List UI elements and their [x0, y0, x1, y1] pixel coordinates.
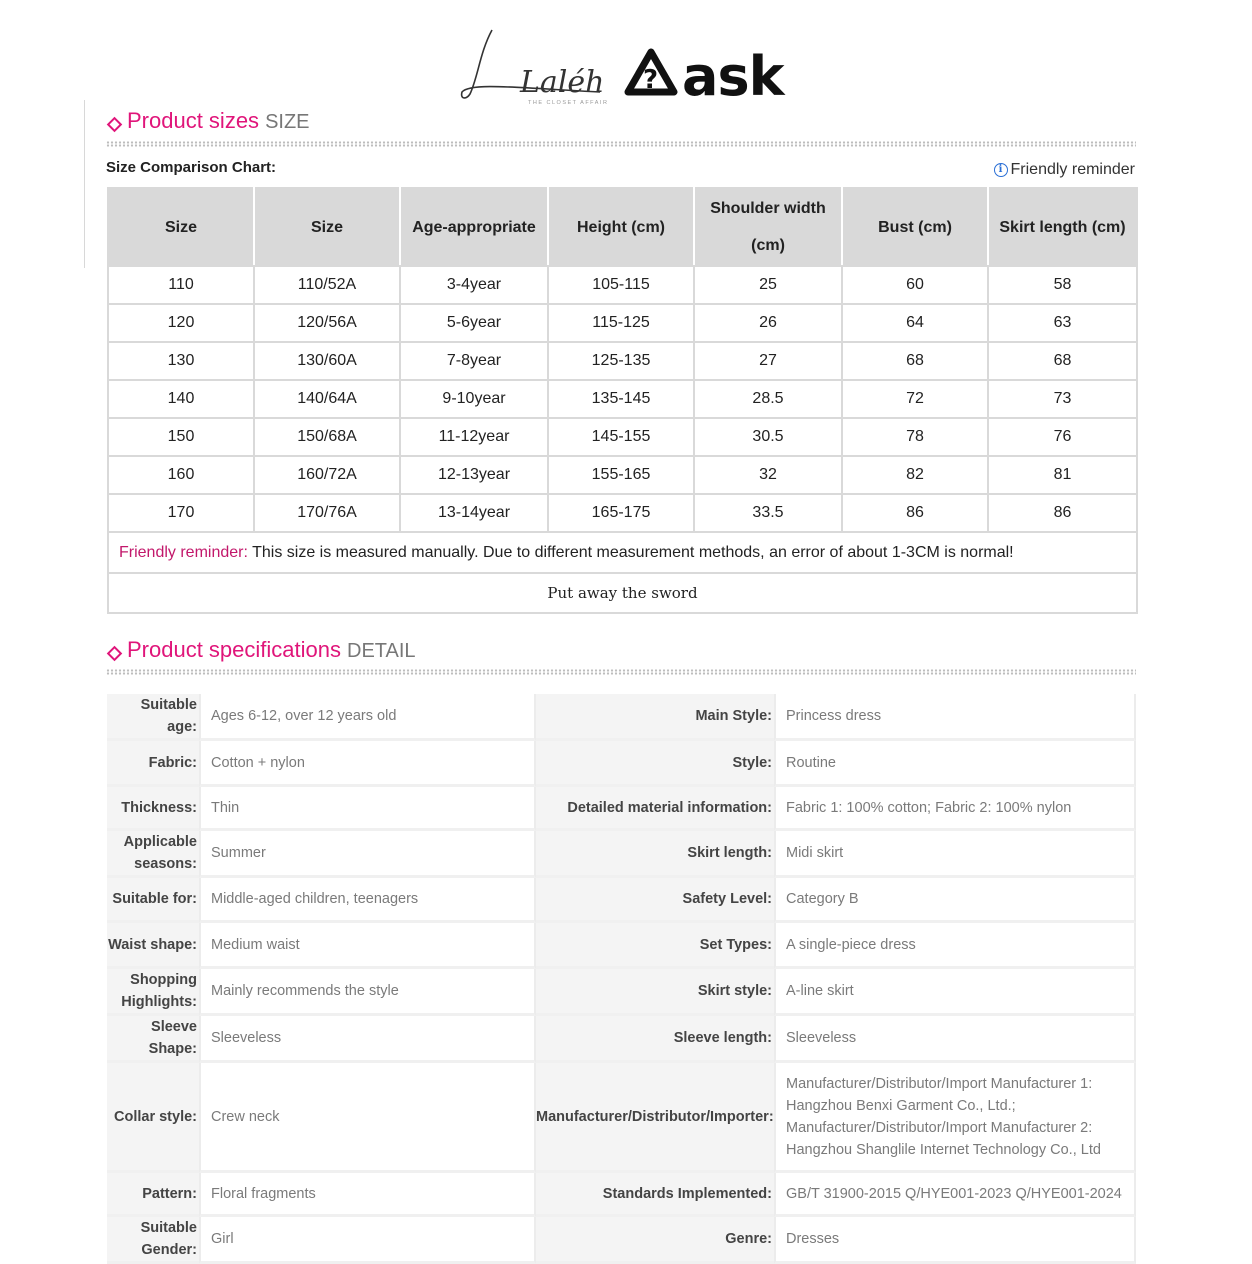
spec-key: Thickness:	[107, 787, 199, 831]
spec-section-header	[106, 637, 1136, 667]
table-cell: 5-6year	[400, 304, 548, 342]
table-cell: 63	[988, 304, 1137, 342]
laleh-tagline: THE CLOSET AFFAIR	[528, 100, 609, 106]
table-cell: 26	[694, 304, 842, 342]
spec-key: Suitable Gender:	[107, 1217, 199, 1264]
brand-logo-graphic	[0, 22, 1252, 107]
spec-value: Midi skirt	[774, 831, 1136, 878]
table-cell: 32	[694, 456, 842, 494]
spec-value: Sleeveless	[774, 1016, 1136, 1063]
table-cell: 7-8year	[400, 342, 548, 380]
spec-key: Pattern:	[107, 1173, 199, 1217]
spec-row	[107, 878, 1136, 923]
spec-value: Floral fragments	[199, 1173, 536, 1217]
table-cell: 81	[988, 456, 1137, 494]
spec-value: Manufacturer/Distributor/Import Manufacturer 1: Hangzhou Benxi Garment Co., Ltd.; Manufacturer/Distributor/Import Manufacturer 2: Hangzhou Shanglile Internet Technology Co., Ltd	[774, 1063, 1136, 1173]
spec-key: Waist shape:	[107, 923, 199, 969]
friendly-reminder-link[interactable]	[994, 161, 1135, 179]
size-chart-label: Size Comparison Chart:	[106, 159, 277, 176]
diamond-icon	[107, 646, 123, 662]
laleh-logo-text: Laléh	[520, 65, 605, 100]
table-cell: 3-4year	[400, 266, 548, 304]
header-cell: Height (cm)	[548, 188, 694, 266]
spec-section-title: Product specifications DETAIL	[127, 637, 416, 662]
table-cell: 155-165	[548, 456, 694, 494]
spec-table	[107, 694, 1136, 1264]
table-cell: 73	[988, 380, 1137, 418]
table-cell: 60	[842, 266, 988, 304]
size-footer-text: Put away the sword	[108, 573, 1137, 613]
spec-value: Summer	[199, 831, 536, 878]
brand-logos	[0, 22, 1252, 107]
header-cell: Skirt length (cm)	[988, 188, 1137, 266]
table-cell: 12-13year	[400, 456, 548, 494]
header-cell: Shoulder width (cm)	[694, 188, 842, 266]
info-icon: i	[994, 163, 1008, 177]
table-cell: 33.5	[694, 494, 842, 532]
table-row	[108, 418, 1137, 456]
table-row	[108, 342, 1137, 380]
table-cell: 140/64A	[254, 380, 400, 418]
size-table	[107, 187, 1138, 614]
spec-row	[107, 969, 1136, 1016]
table-cell: 72	[842, 380, 988, 418]
table-cell: 135-145	[548, 380, 694, 418]
table-cell: 86	[842, 494, 988, 532]
header-cell: Age-appropriate	[400, 188, 548, 266]
spec-row	[107, 741, 1136, 787]
table-cell: 120/56A	[254, 304, 400, 342]
spec-value: Medium waist	[199, 923, 536, 969]
table-cell: 68	[988, 342, 1137, 380]
spec-section-subtitle: DETAIL	[347, 640, 416, 662]
table-cell: 86	[988, 494, 1137, 532]
spec-key: Standards Implemented:	[536, 1173, 774, 1217]
spec-value: Sleeveless	[199, 1016, 536, 1063]
table-cell: 27	[694, 342, 842, 380]
spec-value: Dresses	[774, 1217, 1136, 1264]
spec-value: Middle-aged children, teenagers	[199, 878, 536, 923]
spec-value: Cotton + nylon	[199, 741, 536, 787]
table-cell: 9-10year	[400, 380, 548, 418]
spec-row	[107, 1063, 1136, 1173]
table-cell: 68	[842, 342, 988, 380]
spec-row	[107, 831, 1136, 878]
spec-key: Suitable for:	[107, 878, 199, 923]
friendly-reminder-label: Friendly reminder	[1010, 161, 1135, 178]
table-cell: 110/52A	[254, 266, 400, 304]
table-cell: 170	[108, 494, 254, 532]
table-row	[108, 266, 1137, 304]
dotted-divider	[106, 669, 1136, 675]
spec-key: Style:	[536, 741, 774, 787]
table-cell: 64	[842, 304, 988, 342]
spec-key: Manufacturer/Distributor/Importer:	[536, 1063, 774, 1173]
spec-value: Category B	[774, 878, 1136, 923]
size-note	[108, 532, 1137, 573]
diamond-icon	[107, 117, 123, 133]
table-cell: 28.5	[694, 380, 842, 418]
table-cell: 170/76A	[254, 494, 400, 532]
table-cell: 160	[108, 456, 254, 494]
size-section-title: Product sizes SIZE	[127, 108, 310, 133]
table-cell: 150	[108, 418, 254, 456]
table-cell: 115-125	[548, 304, 694, 342]
spec-key: Skirt style:	[536, 969, 774, 1016]
size-footer-row	[108, 573, 1137, 613]
table-cell: 130	[108, 342, 254, 380]
spec-key: Sleeve length:	[536, 1016, 774, 1063]
table-cell: 110	[108, 266, 254, 304]
table-cell: 120	[108, 304, 254, 342]
table-row	[108, 494, 1137, 532]
size-note-row	[108, 532, 1137, 573]
spec-key: Fabric:	[107, 741, 199, 787]
spec-key: Collar style:	[107, 1063, 199, 1173]
size-section-subtitle: SIZE	[265, 111, 310, 133]
spec-row	[107, 1016, 1136, 1063]
spec-key: Sleeve Shape:	[107, 1016, 199, 1063]
spec-value: Fabric 1: 100% cotton; Fabric 2: 100% nylon	[774, 787, 1136, 831]
spec-row	[107, 787, 1136, 831]
spec-key: Detailed material information:	[536, 787, 774, 831]
spec-key: Shopping Highlights:	[107, 969, 199, 1016]
table-cell: 105-115	[548, 266, 694, 304]
spec-value: GB/T 31900-2015 Q/HYE001-2023 Q/HYE001-2024	[774, 1173, 1136, 1217]
spec-value: Ages 6-12, over 12 years old	[199, 694, 536, 741]
table-cell: 82	[842, 456, 988, 494]
spec-row	[107, 1217, 1136, 1264]
table-row	[108, 380, 1137, 418]
spec-value: Crew neck	[199, 1063, 536, 1173]
spec-key: Genre:	[536, 1217, 774, 1264]
header-cell: Bust (cm)	[842, 188, 988, 266]
table-cell: 140	[108, 380, 254, 418]
spec-value: Thin	[199, 787, 536, 831]
dotted-divider	[106, 141, 1136, 147]
table-cell: 58	[988, 266, 1137, 304]
table-cell: 11-12year	[400, 418, 548, 456]
spec-value: A-line skirt	[774, 969, 1136, 1016]
table-cell: 78	[842, 418, 988, 456]
table-cell: 30.5	[694, 418, 842, 456]
spec-key: Main Style:	[536, 694, 774, 741]
table-row	[108, 304, 1137, 342]
spec-key: Suitable age:	[107, 694, 199, 741]
spec-value: Mainly recommends the style	[199, 969, 536, 1016]
spec-key: Set Types:	[536, 923, 774, 969]
table-cell: 25	[694, 266, 842, 304]
spec-key: Safety Level:	[536, 878, 774, 923]
size-note-text: This size is measured manually. Due to different measurement methods, an error of about 1-3CM is normal!	[247, 543, 1014, 561]
table-cell: 13-14year	[400, 494, 548, 532]
table-cell: 130/60A	[254, 342, 400, 380]
spec-row	[107, 923, 1136, 969]
table-cell: 145-155	[548, 418, 694, 456]
table-cell: 125-135	[548, 342, 694, 380]
table-cell: 160/72A	[254, 456, 400, 494]
spec-key: Applicable seasons:	[107, 831, 199, 878]
header-cell: Size	[254, 188, 400, 266]
svg-text:?: ?	[643, 65, 659, 95]
spec-key: Skirt length:	[536, 831, 774, 878]
size-section-header	[106, 108, 1136, 138]
size-note-label: Friendly reminder:	[119, 543, 248, 561]
spec-value: Princess dress	[774, 694, 1136, 741]
ask-logo-text: ask	[682, 45, 784, 107]
spec-row	[107, 1173, 1136, 1217]
ask-logo-icon	[628, 52, 674, 95]
table-cell: 76	[988, 418, 1137, 456]
spec-row	[107, 694, 1136, 741]
spec-value: Routine	[774, 741, 1136, 787]
table-cell: 150/68A	[254, 418, 400, 456]
table-row	[108, 456, 1137, 494]
table-cell: 165-175	[548, 494, 694, 532]
spec-value: Girl	[199, 1217, 536, 1264]
header-cell: Size	[108, 188, 254, 266]
size-table-header	[108, 188, 1137, 266]
left-divider	[84, 100, 85, 268]
spec-value: A single-piece dress	[774, 923, 1136, 969]
